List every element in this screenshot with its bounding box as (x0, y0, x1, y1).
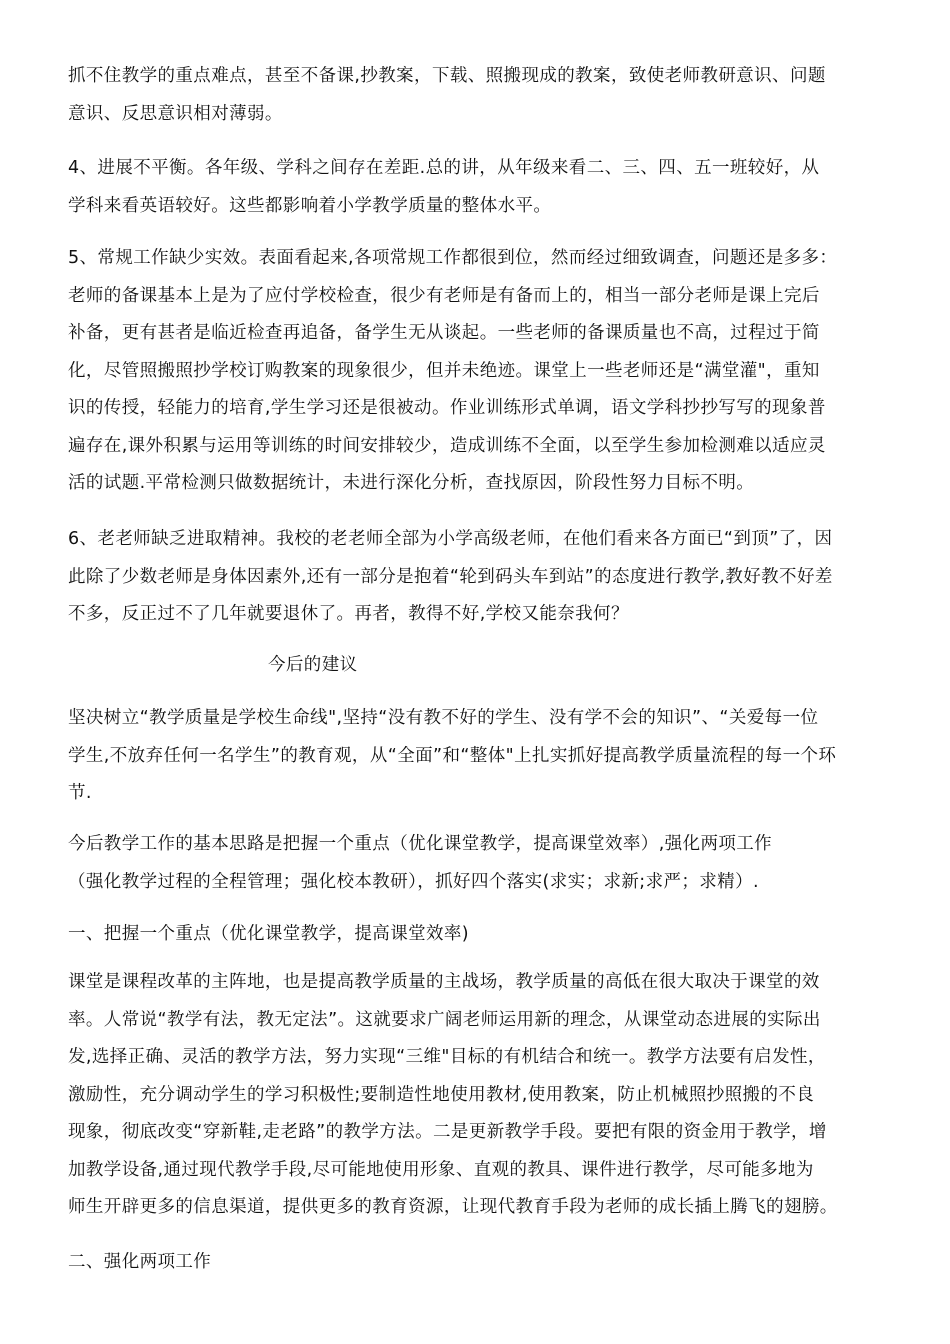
text-line: 遍存在,课外积累与运用等训练的时间安排较少，造成训练不全面，以至学生参加检测难以适应灵 (68, 435, 826, 456)
section-heading-two (68, 1244, 888, 1282)
text-line: 激励性，充分调动学生的学习积极性;要制造性地使用教材,使用教案，防止机械照抄照搬的不良 (68, 1084, 815, 1105)
text-line: （强化教学过程的全程管理；强化校本教研），抓好四个落实(求实；求新;求严；求精）. (68, 871, 759, 892)
text-line: 加教学设备,通过现代教学手段,尽可能地使用形象、直观的教具、课件进行教学，尽可能多地为 (68, 1159, 814, 1180)
paragraph-plan (68, 826, 888, 901)
text-line: 补备，更有甚者是临近检查再追备，备学生无从谈起。一些老师的备课质量也不高，过程过于简 (68, 323, 820, 343)
paragraph-item-6 (68, 521, 888, 634)
text-line: 二、强化两项工作 (68, 1252, 212, 1272)
paragraph-resolve (68, 700, 888, 813)
text-line: 今后教学工作的基本思路是把握一个重点（优化课堂教学，提高课堂效率）,强化两项工作 (68, 834, 773, 854)
paragraph-item-5 (68, 240, 888, 503)
text-line: 活的试题.平常检测只做数据统计，未进行深化分析，查找原因，阶段性努力目标不明。 (68, 473, 755, 493)
text-line: 此除了少数老师是身体因素外,还有一部分是抱着“轮到码头车到站”的态度进行教学,教好教不好差 (68, 566, 833, 587)
paragraph-intro (68, 58, 888, 133)
text-line: 意识、反思意识相对薄弱。 (68, 103, 283, 124)
text-line: 现象，彻底改变“穿新鞋,走老路”的教学方法。二是更新教学手段。要把有限的资金用于教学，增 (68, 1122, 827, 1142)
text-line: 6、老老师缺乏进取精神。我校的老老师全部为小学高级老师，在他们看来各方面已“到顶”了，因 (68, 529, 833, 549)
text-line: 率。人常说“教学有法，教无定法”。这就要求广阔老师运用新的理念，从课堂动态进展的实际出 (68, 1009, 821, 1030)
text-line: 学科来看英语较好。这些都影响着小学教学质量的整体水平。 (68, 195, 552, 216)
text-line: 发,选择正确、灵活的教学方法，努力实现“三维"目标的有机结合和统一。教学方法要有启发性， (68, 1047, 826, 1067)
text-line: 坚决树立“教学质量是学校生命线",坚持“没有教不好的学生、没有学不会的知识”、“关爱每一位 (68, 708, 819, 728)
paragraph-classroom (68, 964, 888, 1227)
section-heading-suggestions: 今后的建议 (268, 655, 358, 675)
text-line: 一、把握一个重点（优化课堂教学，提高课堂效率) (68, 924, 470, 944)
text-line: 识的传授，轻能力的培育,学生学习还是很被动。作业训练形式单调，语文学科抄抄写写的现象普 (68, 398, 826, 418)
text-line: 学生,不放弃任何一名学生”的教育观，从“全面”和“整体"上扎实抓好提高教学质量流程的每一个环 (68, 745, 837, 766)
text-line: 师生开辟更多的信息渠道，提供更多的教育资源，让现代教育手段为老师的成长插上腾飞的翅膀。 (68, 1197, 838, 1217)
text-line: 老师的备课基本上是为了应付学校检查，很少有老师是有备而上的，相当一部分老师是课上完后 (68, 285, 820, 306)
text-line: 节. (68, 783, 92, 803)
text-line: 5、常规工作缺少实效。表面看起来,各项常规工作都很到位，然而经过细致调查，问题还是多多： (68, 248, 838, 268)
text-line: 课堂是课程改革的主阵地，也是提高教学质量的主战场，教学质量的高低在很大取决于课堂的效 (68, 972, 820, 992)
text-line: 抓不住教学的重点难点，甚至不备课,抄教案，下载、照搬现成的教案，致使老师教研意识、问题 (68, 66, 826, 86)
section-heading-one (68, 916, 888, 954)
text-line: 不多，反正过不了几年就要退休了。再者，教得不好,学校又能奈我何？ (68, 604, 629, 624)
text-line: 化，尽管照搬照抄学校订购教案的现象很少，但并未绝迹。课堂上一些老师还是“满堂灌"，重知 (68, 360, 820, 381)
text-line: 4、进展不平衡。各年级、学科之间存在差距.总的讲，从年级来看二、三、四、五一班较好，从 (68, 158, 820, 178)
paragraph-item-4 (68, 150, 888, 225)
